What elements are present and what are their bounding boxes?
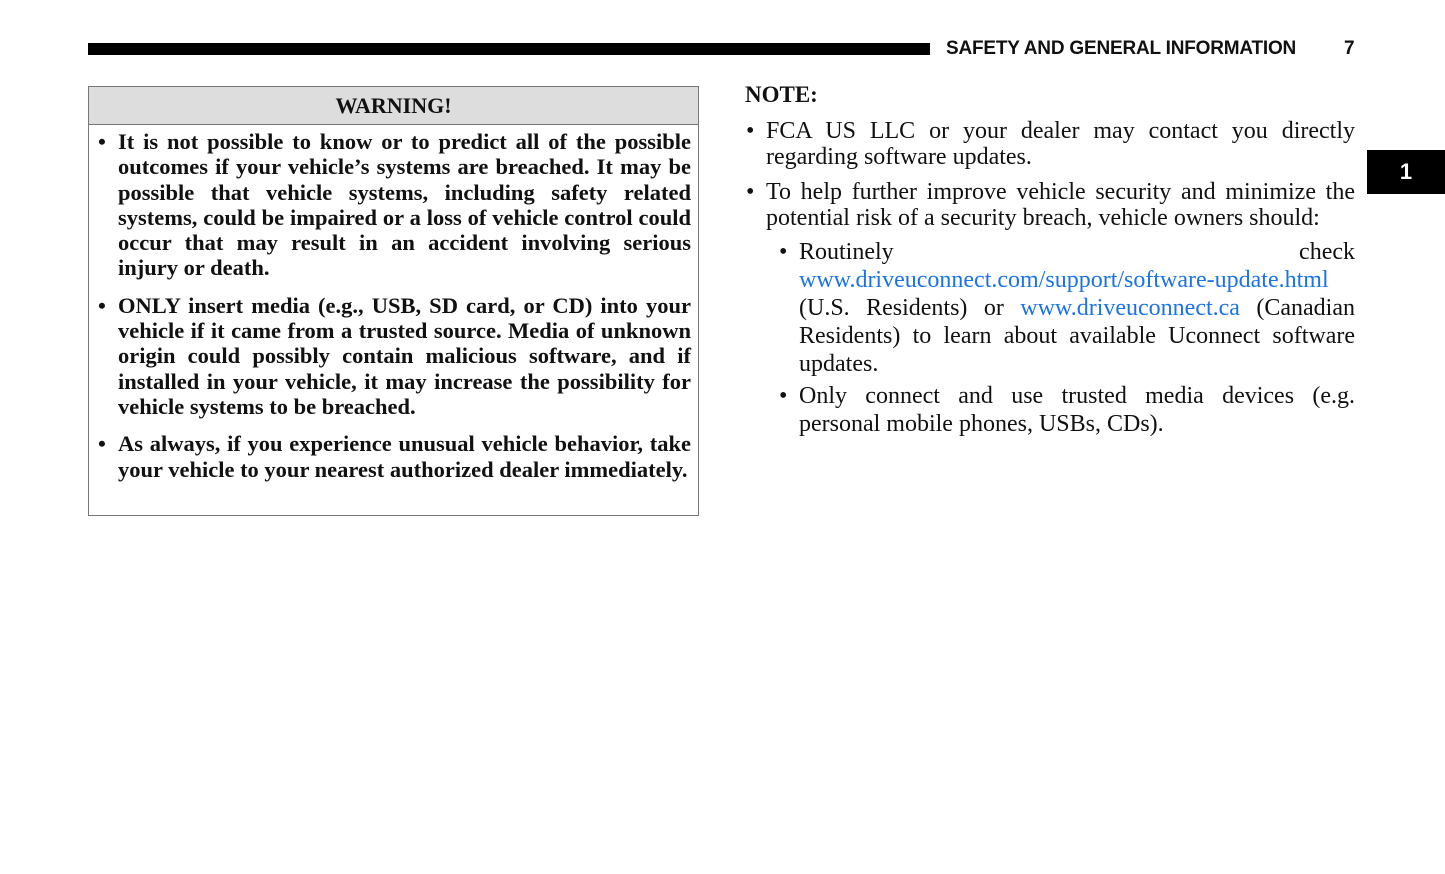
page-number: 7	[1344, 38, 1355, 59]
text: Routinely check	[799, 239, 1355, 265]
note-text: To help further improve vehicle security and minimize the potential risk of a security breach, vehicle owners should:	[766, 179, 1355, 231]
note-title: NOTE:	[745, 82, 818, 107]
warning-item: • ONLY insert media (e.g., USB, SD card, or CD) into your vehicle if it came from a trusted source. Media of unknown origin could possibly contain malicious software, and if installed in your vehicle, it may increase the possibility for vehicle systems to be breached.	[118, 293, 691, 419]
note-list	[745, 118, 1355, 447]
link-us-software-update[interactable]: www.driveuconnect.com/support/software-update.html	[799, 267, 1329, 293]
text: (U.S. Residents) or	[799, 295, 1021, 321]
note-text: FCA US LLC or your dealer may contact you directly regarding software updates.	[766, 118, 1355, 170]
chapter-tab: 1	[1367, 150, 1445, 194]
note-sublist	[766, 238, 1355, 438]
warning-title: WARNING!	[89, 87, 698, 125]
note-item	[766, 118, 1355, 170]
text: (Canadian Residents) to learn about available Uconnect software updates.	[799, 295, 1356, 377]
warning-list	[89, 125, 698, 482]
link-canada[interactable]: www.driveuconnect.ca	[1020, 295, 1240, 321]
warning-box	[88, 86, 699, 516]
warning-item: • It is not possible to know or to predict all of the possible outcomes if your vehicle’s systems are breached. It may be possible that vehicle systems, including safety related systems, could be impaired or a loss of vehicle control could occur that may result in an accident involving serious injury or death.	[118, 129, 691, 281]
note-subitem-media: • Only connect and use trusted media devices (e.g. personal mobile phones, USBs, CDs).	[799, 382, 1355, 438]
header-rule	[88, 43, 930, 55]
section-title: SAFETY AND GENERAL INFORMATION	[946, 38, 1297, 59]
note-item	[766, 179, 1355, 438]
warning-item: • As always, if you experience unusual vehicle behavior, take your vehicle to your nearest authorized dealer immediately.	[118, 431, 691, 482]
note-subitem-check	[799, 238, 1355, 378]
